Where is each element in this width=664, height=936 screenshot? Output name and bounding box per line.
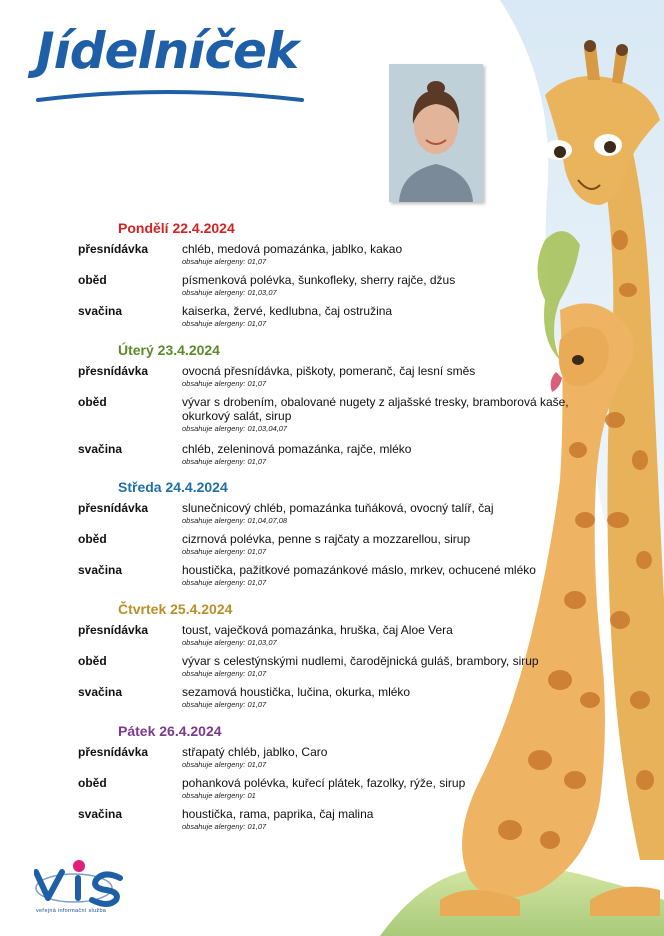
day-title: Pondělí 22.4.2024 xyxy=(118,220,235,236)
allergen-note: obsahuje alergeny: 01 xyxy=(182,791,256,800)
meal-text: chléb, zeleninová pomazánka, rajče, mléko xyxy=(182,442,412,456)
meal-label: oběd xyxy=(78,776,107,790)
allergen-note: obsahuje alergeny: 01,07 xyxy=(182,822,267,831)
allergen-note: obsahuje alergeny: 01,07 xyxy=(182,319,267,328)
meal-label: přesnídávka xyxy=(78,242,149,256)
meal-label: svačina xyxy=(78,685,123,699)
meal-label: svačina xyxy=(78,563,123,577)
meal-text: toust, vaječková pomazánka, hruška, čaj Aloe Vera xyxy=(182,623,453,637)
meal-label: oběd xyxy=(78,532,107,546)
meal-label: svačina xyxy=(78,442,123,456)
allergen-note: obsahuje alergeny: 01,07 xyxy=(182,760,267,769)
meal-label: přesnídávka xyxy=(78,745,149,759)
allergen-note: obsahuje alergeny: 01,03,07 xyxy=(182,288,277,297)
meal-label: oběd xyxy=(78,654,107,668)
allergen-note: obsahuje alergeny: 01,07 xyxy=(182,547,267,556)
day-title: Pátek 26.4.2024 xyxy=(118,723,222,739)
meal-label: přesnídávka xyxy=(78,364,149,378)
allergen-note: obsahuje alergeny: 01,07 xyxy=(182,457,267,466)
meal-text: sezamová houstička, lučina, okurka, mléko xyxy=(182,685,411,699)
meal-label: přesnídávka xyxy=(78,501,149,515)
meal-label: přesnídávka xyxy=(78,623,149,637)
page-title: Jídelníček xyxy=(36,22,299,80)
allergen-note: obsahuje alergeny: 01,04,07,08 xyxy=(182,516,288,525)
meal-label: oběd xyxy=(78,395,107,409)
allergen-note: obsahuje alergeny: 01,03,04,07 xyxy=(182,424,288,433)
meal-text: cizrnová polévka, penne s rajčaty a mozzarellou, sirup xyxy=(182,532,471,546)
meal-text: houstička, pažitkové pomazánkové máslo, mrkev, ochucené mléko xyxy=(182,563,536,577)
vis-logo xyxy=(34,858,134,918)
vis-logo-icon xyxy=(34,858,134,908)
meal-text: střapatý chléb, jablko, Caro xyxy=(182,745,328,759)
meal-label: svačina xyxy=(78,807,123,821)
meal-text: houstička, rama, paprika, čaj malina xyxy=(182,807,374,821)
meal-text: vývar s drobením, obalované nugety z aljašské tresky, bramborová kaše, okurkový salát, sirup xyxy=(182,395,569,423)
meal-text: chléb, medová pomazánka, jablko, kakao xyxy=(182,242,403,256)
meal-text: písmenková polévka, šunkofleky, sherry rajče, džus xyxy=(182,273,456,287)
meal-text: vývar s celestýnskými nudlemi, čarodějnická guláš, brambory, sirup xyxy=(182,654,539,668)
meal-text: slunečnicový chléb, pomazánka tuňáková, ovocný talíř, čaj xyxy=(182,501,494,515)
meal-label: oběd xyxy=(78,273,107,287)
allergen-note: obsahuje alergeny: 01,07 xyxy=(182,379,267,388)
allergen-note: obsahuje alergeny: 01,07 xyxy=(182,700,267,709)
logo-subtitle: veřejná informační služba xyxy=(36,908,107,914)
day-title: Úterý 23.4.2024 xyxy=(118,342,220,358)
meal-label: svačina xyxy=(78,304,123,318)
day-title: Středa 24.4.2024 xyxy=(118,479,228,495)
day-title: Čtvrtek 25.4.2024 xyxy=(118,601,233,617)
meal-text: ovocná přesnídávka, piškoty, pomeranč, čaj lesní směs xyxy=(182,364,476,378)
meal-text: pohanková polévka, kuřecí plátek, fazolky, rýže, sirup xyxy=(182,776,466,790)
allergen-note: obsahuje alergeny: 01,07 xyxy=(182,257,267,266)
allergen-note: obsahuje alergeny: 01,07 xyxy=(182,669,267,678)
allergen-note: obsahuje alergeny: 01,07 xyxy=(182,578,267,587)
meal-text: kaiserka, žervé, kedlubna, čaj ostružina xyxy=(182,304,393,318)
allergen-note: obsahuje alergeny: 01,03,07 xyxy=(182,638,277,647)
